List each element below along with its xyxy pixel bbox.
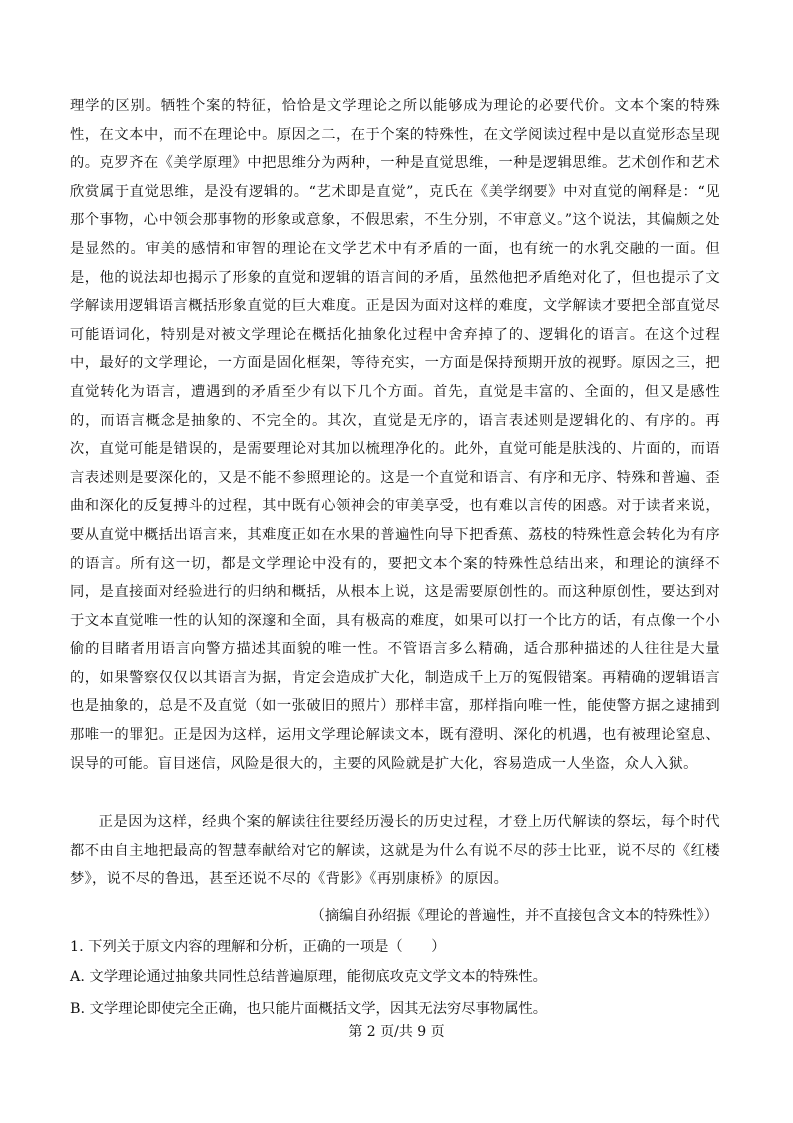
source-citation: （摘编自孙绍振《理论的普遍性，并不直接包含文本的特殊性》）	[310, 908, 718, 924]
answer-option-b: B. 文学理论即使完全正确，也只能片面概括文学，因其无法穷尽事物属性。	[70, 1001, 548, 1017]
answer-option-a: A. 文学理论通过抽象共同性总结普遍原理，能彻底攻克文学文本的特殊性。	[70, 969, 547, 985]
page-number-footer: 第 2 页/共 9 页	[348, 1024, 445, 1040]
question-stem: 1. 下列关于原文内容的理解和分析，正确的一项是（ ）	[70, 939, 446, 955]
body-paragraph-2: 正是因为这样，经典个案的解读往往要经历漫长的历史过程，才登上历代解读的祭坛，每个时代都不由自主地把最高的智慧奉献给对它的解读，这就是为什么有说不尽的莎士比亚，说不尽的《红楼梦》，说不尽的鲁迅，甚至还说不尽的《背影》《再别康桥》的原因。	[70, 814, 720, 888]
body-paragraph-1: 理学的区别。牺牲个案的特征，恰恰是文学理论之所以能够成为理论的必要代价。文本个案的特殊性，在文本中，而不在理论中。原因之二，在于个案的特殊性，在文学阅读过程中是以直觉形态呈现的。克罗齐在《美学原理》中把思维分为两种，一种是直觉思维，一种是逻辑思维。艺术创作和艺术欣赏属于直觉思维，是没有逻辑的。“艺术即是直觉”，克氏在《美学纲要》中对直觉的阐释是：“见那个事物，心中领会那事物的形象或意象，不假思索，不生分别，不审意义。”这个说法，其偏颇之处是显然的。审美的感情和审智的理论在文学艺术中有矛盾的一面，也有统一的水乳交融的一面。但是，他的说法却也揭示了形象的直觉和逻辑的语言间的矛盾，虽然他把矛盾绝对化了，但也提示了文学解读用逻辑语言概括形象直觉的巨大难度。正是因为面对这样的难度，文学解读才要把全部直觉尽可能语词化，特别是对被文学理论在概括化抽象化过程中舍弃掉了的、逻辑化的语言。在这个过程中，最好的文学理论，一方面是固化框架，等待充实，一方面是保持预期开放的视野。原因之三，把直觉转化为语言，遭遇到的矛盾至少有以下几个方面。首先，直觉是丰富的、全面的，但又是感性的，而语言概念是抽象的、不完全的。其次，直觉是无序的，语言表述则是逻辑化的、有序的。再次，直觉可能是错误的，是需要理论对其加以梳理净化的。此外，直觉可能是肤浅的、片面的，而语言表述则是要深化的，又是不能不参照理论的。这是一个直觉和语言、有序和无序、特殊和普遍、歪曲和深化的反复搏斗的过程，其中既有心领神会的审美享受，也有难以言传的困惑。对于读者来说，要从直觉中概括出语言来，其难度正如在水果的普遍性向导下把香蕉、荔枝的特殊性意会转化为有序的语言。所有这一切，都是文学理论中没有的，要把文本个案的特殊性总结出来，和理论的演绎不同，是直接面对经验进行的归纳和概括，从根本上说，这是需要原创性的。而这种原创性，要达到对于文本直觉唯一性的认知的深邃和全面，具有极高的难度，如果可以打一个比方的话，有点像一个小偷的目睹者用语言向警方描述其面貌的唯一性。不管语言多么精确，适合那种描述的人往往是大量的，如果警察仅仅以其语言为据，肯定会造成扩大化，制造成千上万的冤假错案。再精确的逻辑语言也是抽象的，总是不及直觉（如一张破旧的照片）那样丰富，那样指向唯一性，能使警方据之逮捕到那唯一的罪犯。正是因为这样，运用文学理论解读文本，既有澄明、深化的机遇，也有被理论窒息、误导的可能。盲目迷信，风险是很大的，主要的风险就是扩大化，容易造成一人坐盗，众人入狱。	[70, 98, 720, 772]
